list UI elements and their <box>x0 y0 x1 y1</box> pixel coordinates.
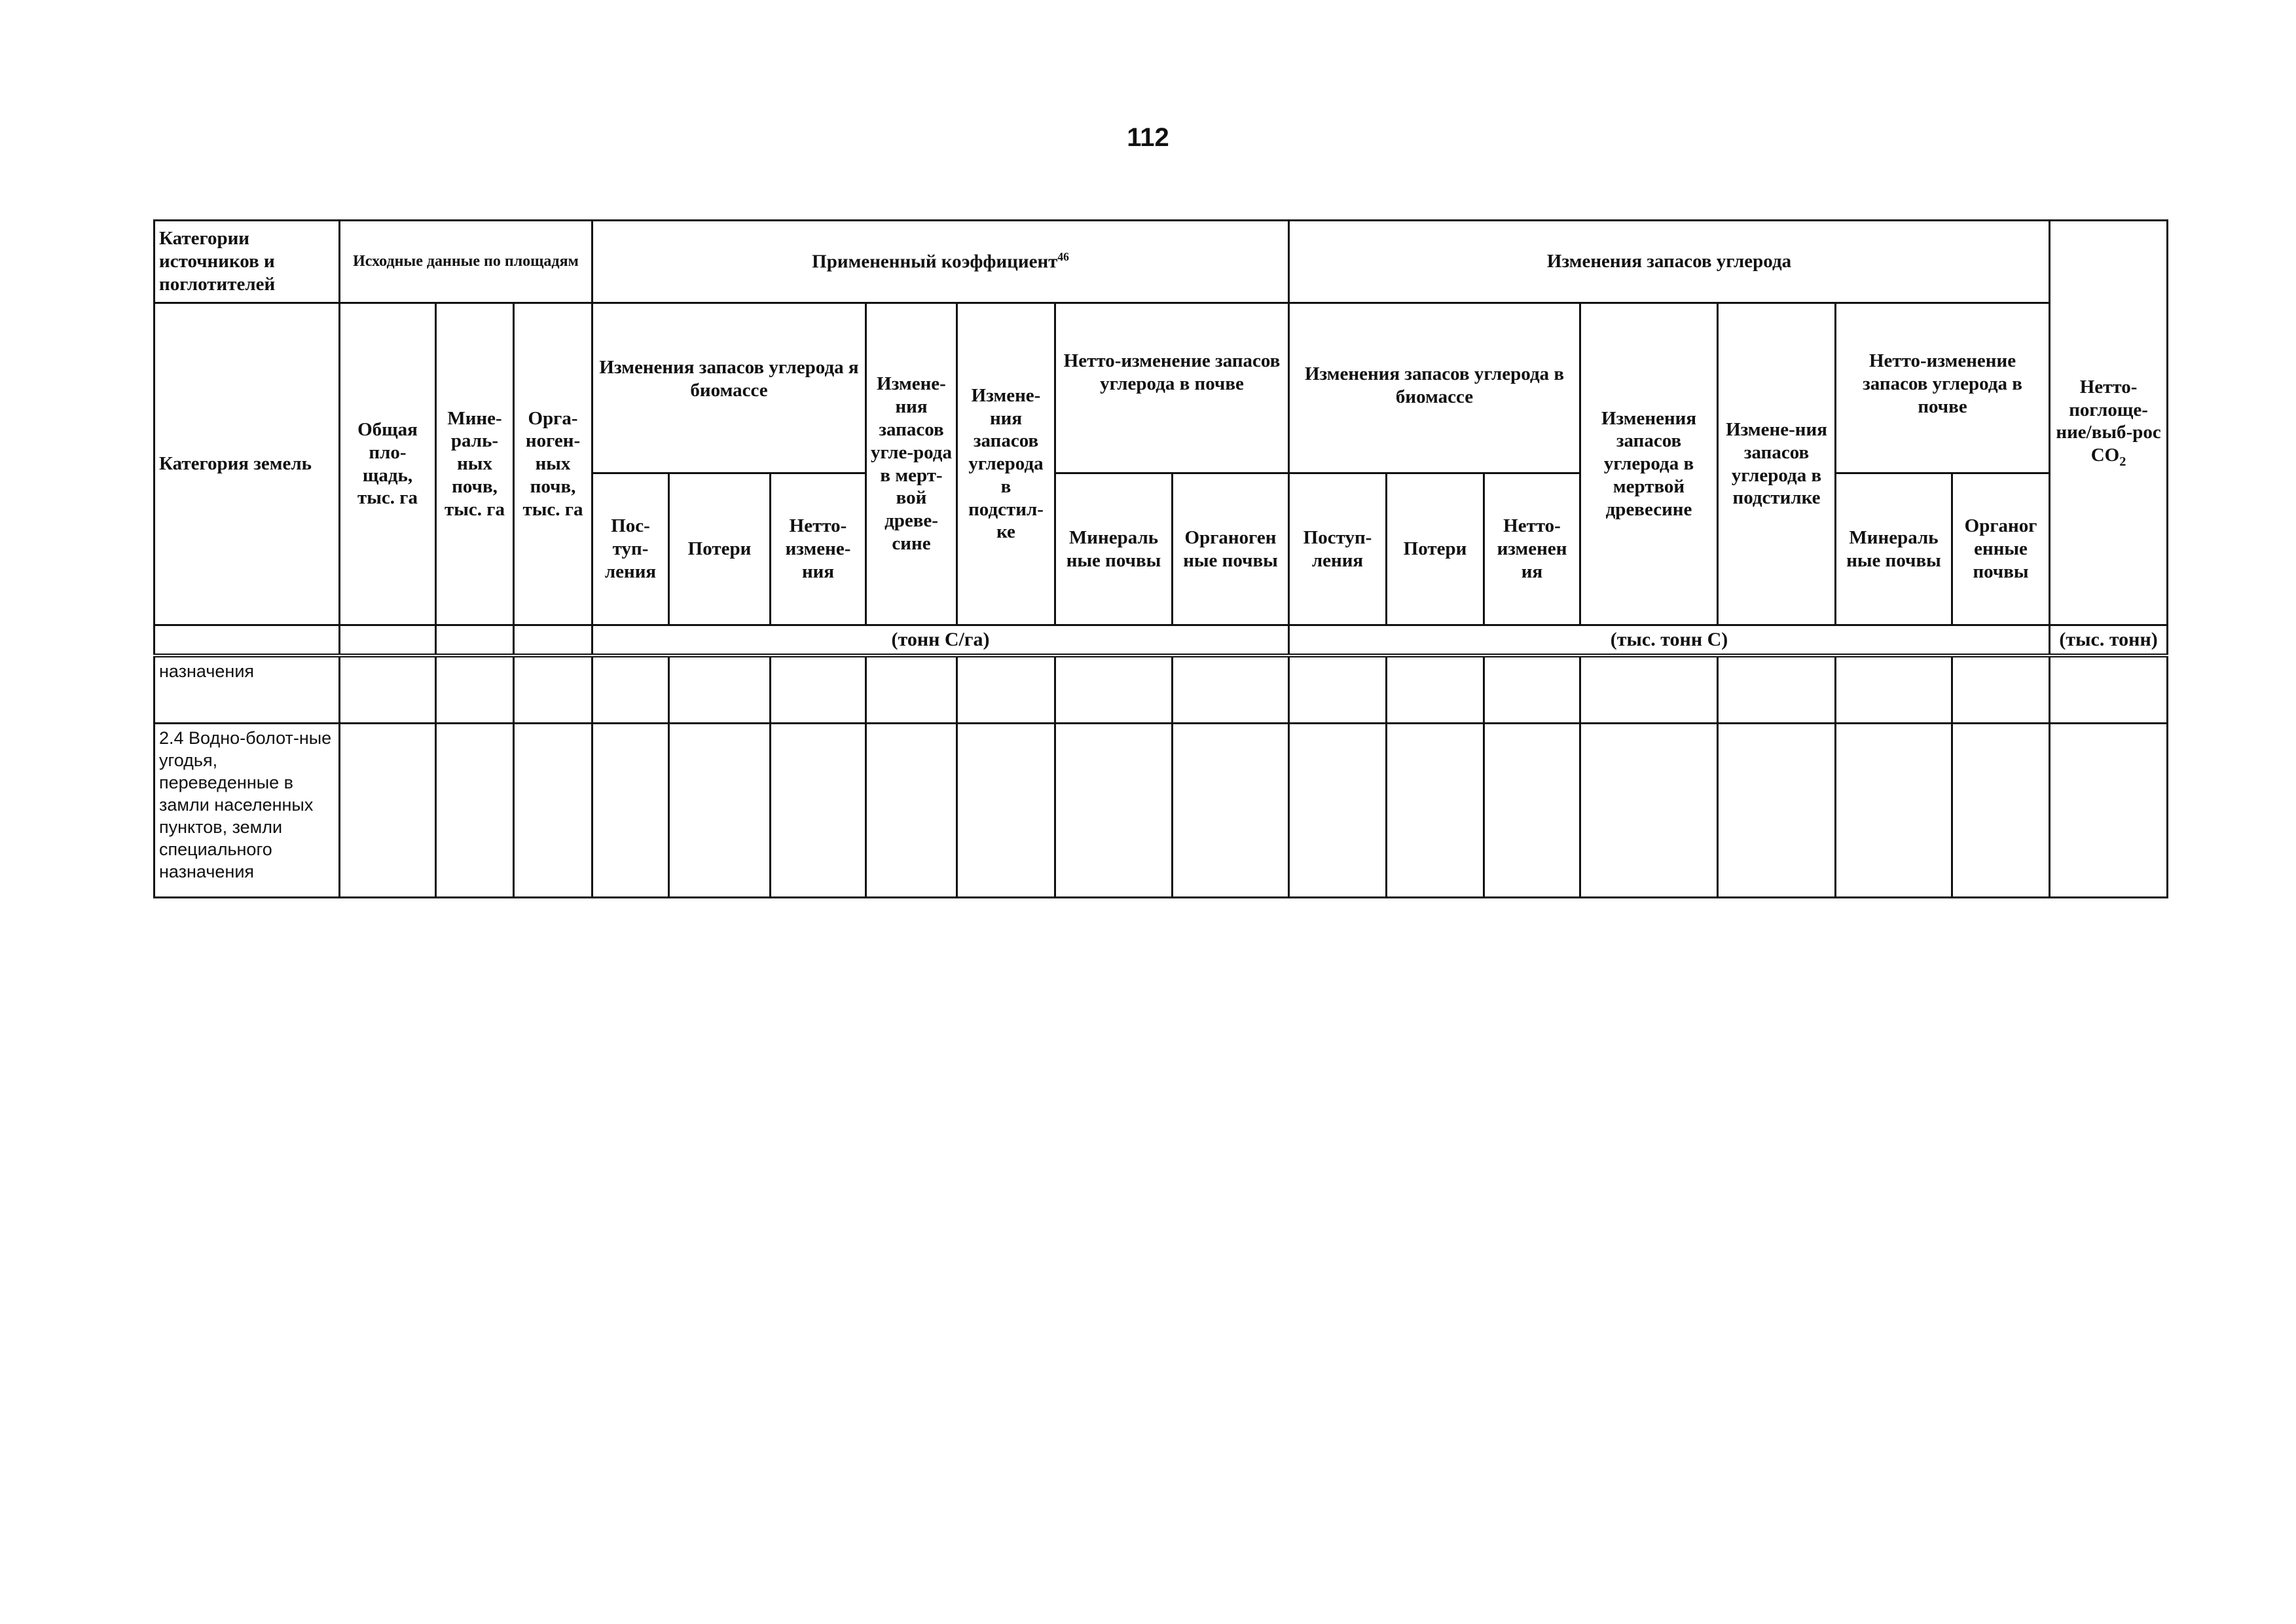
header-carbon-stock-changes: Изменения запасов углерода <box>1289 221 2050 303</box>
header-area-data: Исходные данные по площадям <box>340 221 592 303</box>
header-stock-losses: Потери <box>1387 473 1484 625</box>
header-coef-net-change: Нетто-измене-ния <box>771 473 866 625</box>
header-coef-litter: Измене-ния запасов углерода в подстил-ке <box>957 303 1055 625</box>
header-stock-biomass-changes: Изменения запасов углерода в биомассе <box>1289 303 1580 473</box>
header-coef-mineral-soils: Минераль ные почвы <box>1055 473 1173 625</box>
units-co2: (тыс. тонн) <box>2050 625 2168 655</box>
header-coef-organic-soils: Органоген ные почвы <box>1173 473 1289 625</box>
header-stock-organic-soils: Органог енные почвы <box>1952 473 2050 625</box>
footnote-ref: 46 <box>1057 249 1069 263</box>
header-stock-dead-wood: Изменения запасов углерода в мертвой древесине <box>1580 303 1718 625</box>
header-coef-gains: Пос-туп-ления <box>592 473 669 625</box>
header-coef-dead-wood: Измене-ния запасов угле-рода в мерт-вой древе-сине <box>866 303 957 625</box>
units-coefficient: (тонн С/га) <box>592 625 1289 655</box>
header-stock-net-change: Нетто-изменен ия <box>1484 473 1580 625</box>
header-source-categories: Категории источников и поглотителей <box>155 221 340 303</box>
header-total-area: Общая пло-щадь, тыс. га <box>340 303 436 625</box>
header-coef-net-soil: Нетто-изменение запасов углерода в почве <box>1055 303 1289 473</box>
header-mineral-soils-area: Мине-раль-ных почв, тыс. га <box>436 303 514 625</box>
row-category-label: 2.4 Водно-болот-ные угодья, переведенные в замли населенных пунктов, земли специального назначения <box>155 724 340 898</box>
header-applied-coefficient: Примененный коэффициент$^{46}$ <box>592 221 1289 303</box>
header-stock-net-soil: Нетто-изменение запасов углерода в почве <box>1836 303 2050 473</box>
page-number: 112 <box>1127 123 1169 152</box>
header-organic-soils-area: Орга-ноген-ных почв, тыс. га <box>514 303 592 625</box>
header-coef-losses: Потери <box>669 473 771 625</box>
row-category-label: назначения <box>155 655 340 724</box>
header-stock-gains: Поступ-ления <box>1289 473 1387 625</box>
carbon-stock-table <box>153 219 2168 898</box>
header-land-category: Категория земель <box>155 303 340 625</box>
header-stock-litter: Измене-ния запасов углерода в подстилке <box>1718 303 1836 625</box>
header-stock-mineral-soils: Минераль ные почвы <box>1836 473 1952 625</box>
units-stock: (тыс. тонн С) <box>1289 625 2050 655</box>
header-net-co2: Нетто-поглоще-ние/выб-рос $CO_2$ <box>2050 221 2168 625</box>
header-coef-biomass-changes: Изменения запасов углерода я биомассе <box>592 303 866 473</box>
